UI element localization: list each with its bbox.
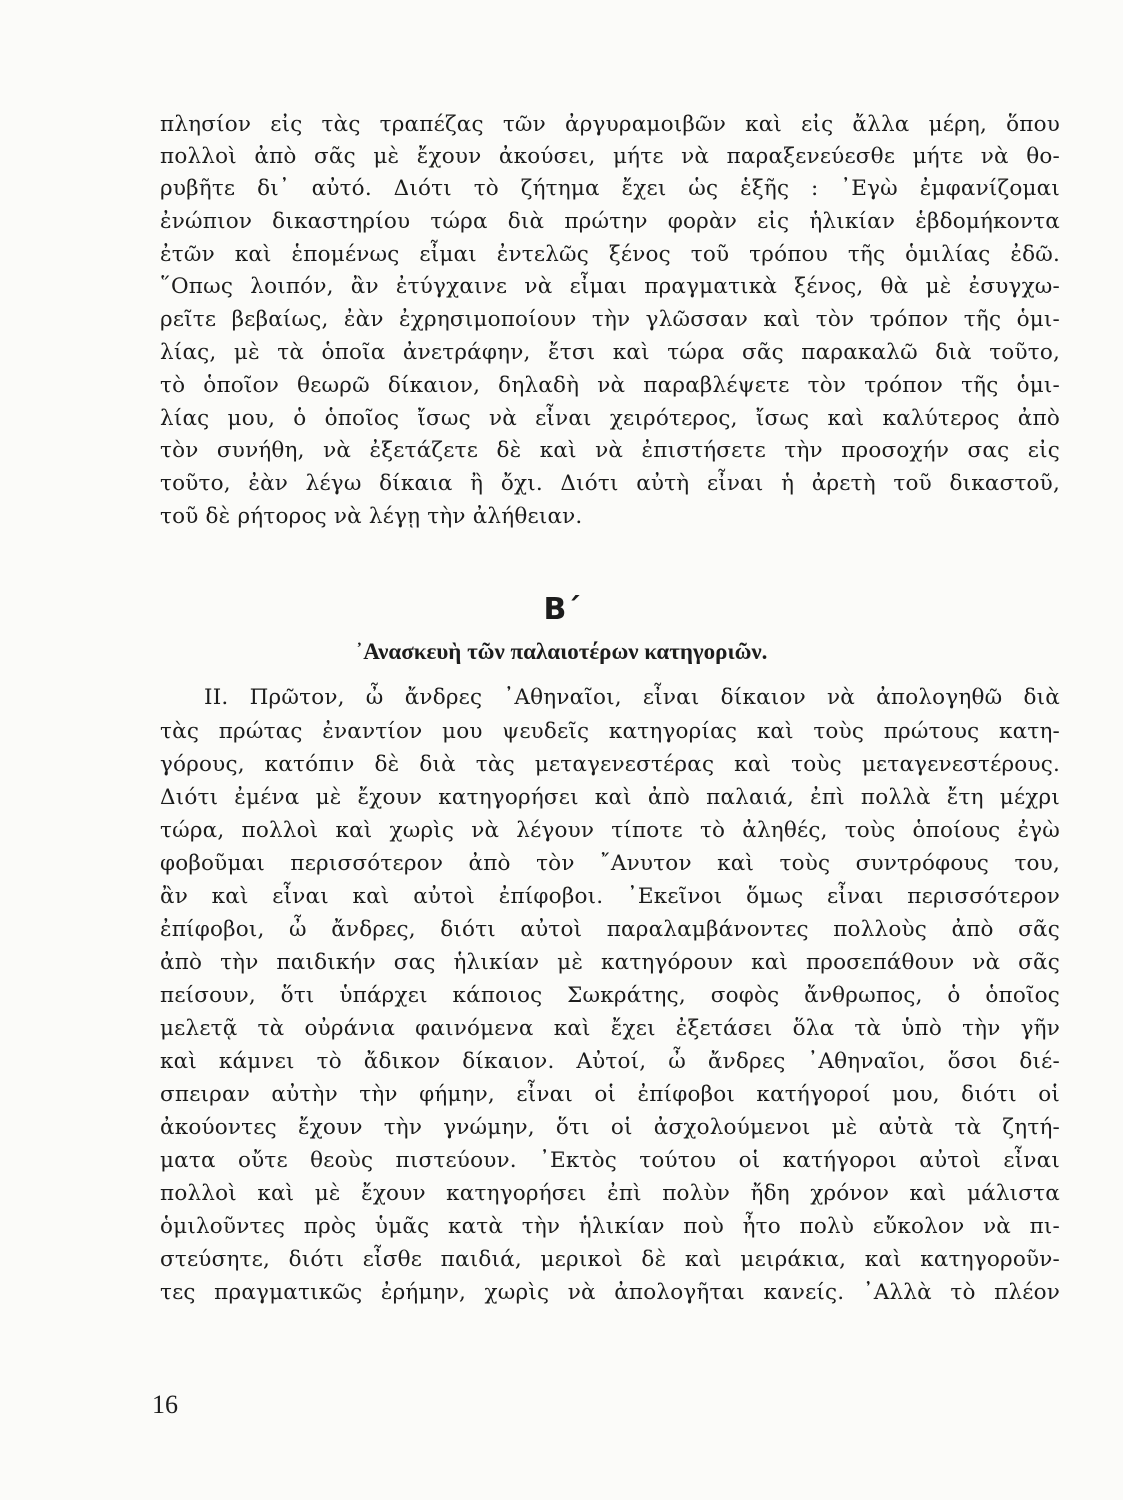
text-line: ρεῖτε βεβαίως, ἐὰν ἐχρησιμοποίουν τὴν γλῶσσαν καὶ τὸν τρόπον τῆς ὁμι- [160,307,1060,332]
text-line: πείσουν, ὅτι ὑπάρχει κάποιος Σωκράτης, σοφὸς ἄνθρωπος, ὁ ὁποῖος [160,983,1060,1008]
text-line: ὁμιλοῦντες πρὸς ὑμᾶς κατὰ τὴν ἡλικίαν ποὺ ἦτο πολὺ εὔκολον νὰ πι- [160,1214,1060,1239]
text-line: στεύσητε, διότι εἶσθε παιδιά, μερικοὶ δὲ καὶ μειράκια, καὶ κατηγοροῦν- [160,1247,1060,1272]
text-line: ρυβῆτε δι᾿ αὐτό. Διότι τὸ ζήτημα ἔχει ὡς ἑξῆς : ᾿Εγὼ ἐμφανίζομαι [160,176,1060,201]
text-line: II. Πρῶτον, ὦ ἄνδρες ᾿Αθηναῖοι, εἶναι δίκαιον νὰ ἀπολογηθῶ διὰ [204,685,1060,710]
text-line: φοβοῦμαι περισσότερον ἀπὸ τὸν ῎Ανυτον καὶ τοὺς συντρόφους του, [160,851,1060,876]
text-line: τοῦτο, ἐὰν λέγω δίκαια ἢ ὄχι. Διότι αὐτὴ εἶναι ἡ ἀρετὴ τοῦ δικαστοῦ, [160,471,1060,496]
text-line: πλησίον εἰς τὰς τραπέζας τῶν ἀργυραμοιβῶν καὶ εἰς ἄλλα μέρη, ὅπου [160,112,1060,137]
text-line: τὸν συνήθη, νὰ ἐξετάζετε δὲ καὶ νὰ ἐπιστήσετε τὴν προσοχήν σας εἰς [160,438,1060,463]
text-line: τες πραγματικῶς ἐρήμην, χωρὶς νὰ ἀπολογῆται κανείς. ᾿Αλλὰ τὸ πλέον [160,1280,1060,1305]
text-line: πολλοὶ καὶ μὲ ἔχουν κατηγορήσει ἐπὶ πολὺν ἤδη χρόνον καὶ μάλιστα [160,1181,1060,1206]
text-line: καὶ κάμνει τὸ ἄδικον δίκαιον. Αὐτοί, ὦ ἄνδρες ᾿Αθηναῖοι, ὅσοι διέ- [160,1049,1060,1074]
text-line: ἐνώπιον δικαστηρίου τώρα διὰ πρώτην φορὰν εἰς ἡλικίαν ἑβδομήκοντα [160,209,1060,234]
text-line: τοῦ δὲ ρήτορος νὰ λέγῃ τὴν ἀλήθειαν. [160,504,583,529]
text-line: ἐπίφοβοι, ὦ ἄνδρες, διότι αὐτοὶ παραλαμβάνοντες πολλοὺς ἀπὸ σᾶς [160,917,1060,942]
text-line: τώρα, πολλοὶ καὶ χωρὶς νὰ λέγουν τίποτε τὸ ἀληθές, τοὺς ὁποίους ἐγὼ [160,818,1060,843]
section-letter: Β΄ [543,592,580,627]
text-line: πολλοὶ ἀπὸ σᾶς μὲ ἔχουν ἀκούσει, μήτε νὰ παραξενεύεσθε μήτε νὰ θο- [160,144,1060,169]
text-line: ἀπὸ τὴν παιδικήν σας ἡλικίαν μὲ κατηγόρουν καὶ προσεπάθουν νὰ σᾶς [160,950,1060,975]
text-line: λίας μου, ὁ ὁποῖος ἴσως νὰ εἶναι χειρότερος, ἴσως καὶ καλύτερος ἀπὸ [160,406,1060,431]
text-line: γόρους, κατόπιν δὲ διὰ τὰς μεταγενεστέρας καὶ τοὺς μεταγενεστέρους. [160,752,1060,777]
text-line: ἐτῶν καὶ ἑπομένως εἶμαι ἐντελῶς ξένος τοῦ τρόπου τῆς ὁμιλίας ἐδῶ. [160,242,1060,267]
section-title: ᾿Ανασκευὴ τῶν παλαιοτέρων κατηγοριῶν. [355,639,768,664]
text-line: Διότι ἐμένα μὲ ἔχουν κατηγορήσει καὶ ἀπὸ παλαιά, ἐπὶ πολλὰ ἔτη μέχρι [160,785,1060,810]
text-line: ματα οὔτε θεοὺς πιστεύουν. ᾿Εκτὸς τούτου οἱ κατήγοροι αὐτοὶ εἶναι [160,1148,1060,1173]
text-line: λίας, μὲ τὰ ὁποῖα ἀνετράφην, ἔτσι καὶ τώρα σᾶς παρακαλῶ διὰ τοῦτο, [160,340,1060,365]
text-line: σπειραν αὐτὴν τὴν φήμην, εἶναι οἱ ἐπίφοβοι κατήγοροί μου, διότι οἱ [160,1082,1060,1107]
text-line: ἀκούοντες ἔχουν τὴν γνώμην, ὅτι οἱ ἀσχολούμενοι μὲ αὐτὰ τὰ ζητή- [160,1115,1060,1140]
text-line: ῞Οπως λοιπόν, ἂν ἐτύγχαινε νὰ εἶμαι πραγματικὰ ξένος, θὰ μὲ ἐσυγχω- [160,274,1060,299]
text-line: τὰς πρώτας ἐναντίον μου ψευδεῖς κατηγορίας καὶ τοὺς πρώτους κατη- [160,719,1060,744]
page-number: 16 [152,1390,178,1419]
text-line: τὸ ὁποῖον θεωρῶ δίκαιον, δηλαδὴ νὰ παραβλέψετε τὸν τρόπον τῆς ὁμι- [160,373,1060,398]
text-line: μελετᾷ τὰ οὐράνια φαινόμενα καὶ ἔχει ἐξετάσει ὅλα τὰ ὑπὸ τὴν γῆν [160,1016,1060,1041]
text-line: ἂν καὶ εἶναι καὶ αὐτοὶ ἐπίφοβοι. ᾿Εκεῖνοι ὅμως εἶναι περισσότερον [160,884,1060,909]
